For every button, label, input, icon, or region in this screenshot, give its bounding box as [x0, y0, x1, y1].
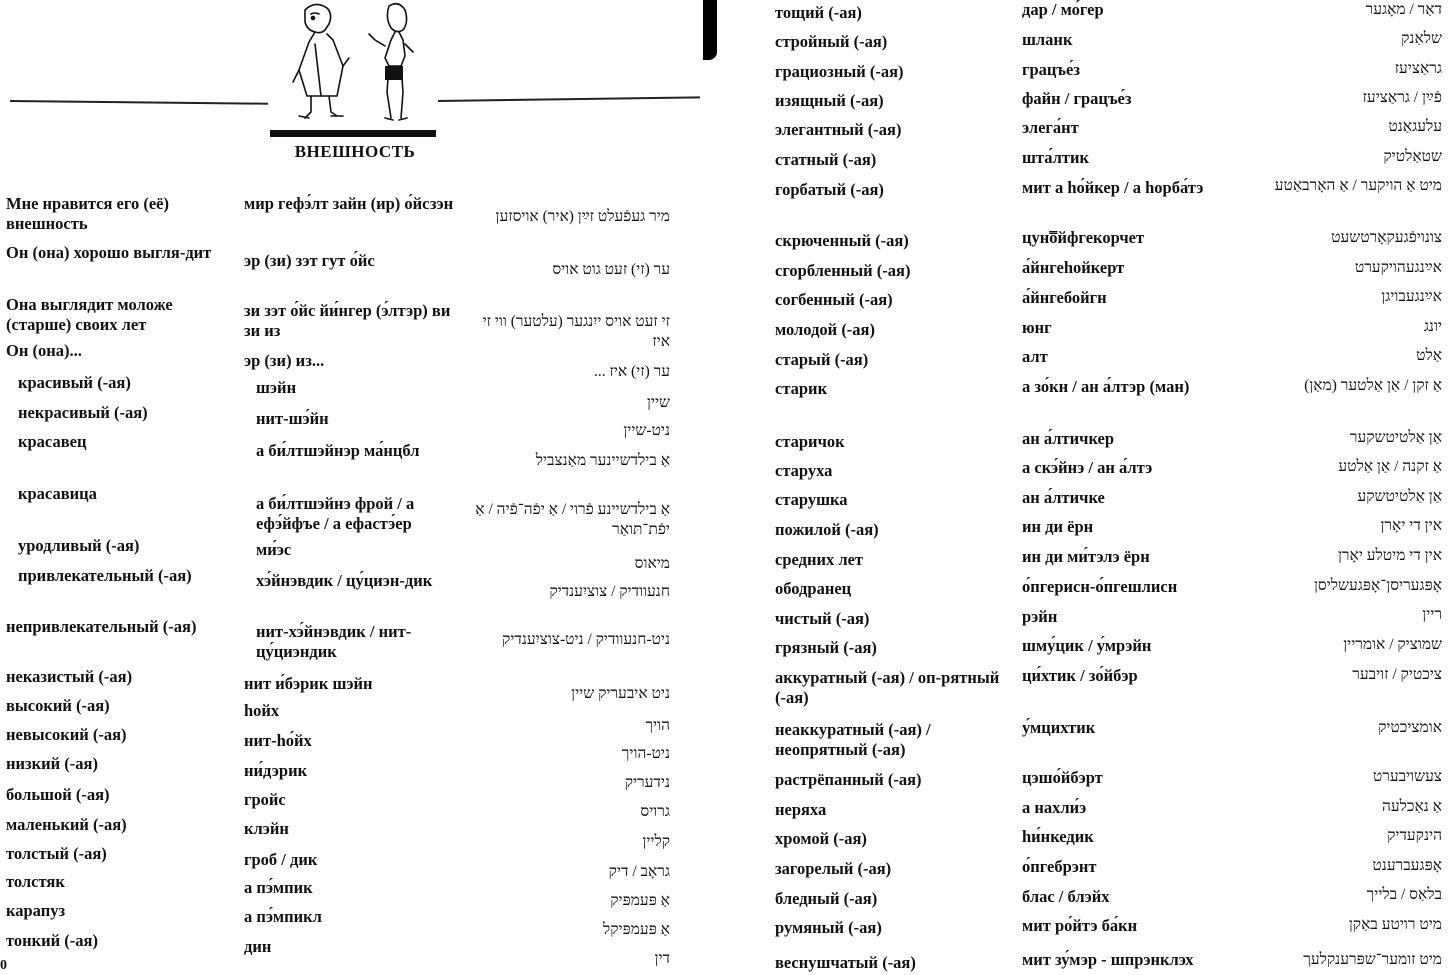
- transliteration: мит ро́йтэ ба́кн: [1022, 916, 1138, 935]
- yiddish-term: גראָב / דיק: [608, 863, 670, 880]
- yiddish-term: אַ זקנה / אַן אַלטע: [1338, 458, 1442, 475]
- yiddish-term: עלעגאַנט: [1388, 118, 1442, 135]
- yiddish-term: מיט אַ הויקער / אַ האָרבאַטע: [1274, 177, 1442, 194]
- heading-bar: [270, 130, 436, 137]
- yiddish-term: גראַציעז: [1394, 60, 1442, 77]
- transliteration: зи зэт о́йс йи́нгер (э́лтэр) ви зи из: [244, 301, 451, 340]
- russian-term: Он (она) хорошо выгля-дит: [6, 243, 212, 262]
- russian-term: старый (-ая): [775, 350, 869, 369]
- yiddish-term: מיר געפֿעלט זײַן (איר) אויסזען: [495, 208, 670, 225]
- yiddish-term: ניט-חנעוודיק / ניט-צוציִענדיק: [502, 631, 670, 648]
- yiddish-term: שיין: [646, 394, 670, 411]
- transliteration: гроб / дик: [244, 850, 318, 869]
- yiddish-term: זי זעט אויס ייִנגער (עלטער) ווי זי איז: [482, 313, 670, 350]
- yiddish-term: מיאוס: [634, 555, 670, 572]
- transliteration: о́пгебрэнт: [1022, 857, 1097, 876]
- transliteration: шму́цик / у́мрэйн: [1022, 636, 1152, 655]
- transliteration: юнг: [1022, 318, 1052, 337]
- russian-term: красивый (-ая): [18, 373, 131, 392]
- yiddish-term: מיט רויטע באַקן: [1348, 916, 1442, 933]
- russian-term: согбенный (-ая): [775, 290, 893, 309]
- transliteration: цунo̿йфгекорчет: [1022, 228, 1145, 247]
- russian-term: толстяк: [6, 872, 65, 891]
- transliteration: мит а hо́йкер / а hорба́тэ: [1022, 178, 1204, 197]
- transliteration: hи́нкедик: [1022, 827, 1094, 846]
- transliteration: а нахли́э: [1022, 798, 1087, 817]
- transliteration: файн / грацъе́з: [1022, 89, 1132, 108]
- transliteration: о́пгерисн-о́пгешлисн: [1022, 577, 1178, 596]
- yiddish-term: הינקעדיק: [1387, 827, 1442, 844]
- russian-term: красавица: [18, 484, 97, 503]
- transliteration: ан а́лтичкер: [1022, 429, 1115, 448]
- transliteration: а́йнгеhойкерт: [1022, 258, 1125, 277]
- yiddish-term: ניט-הויך: [621, 745, 670, 762]
- transliteration: а пэ́мпикл: [244, 907, 322, 926]
- russian-term: растрёпанный (-ая): [775, 770, 922, 789]
- transliteration: а́йнгебойгн: [1022, 288, 1107, 307]
- transliteration: дин: [244, 937, 272, 956]
- transliteration: ми́эс: [256, 540, 292, 559]
- binding-gutter: [703, 0, 717, 60]
- russian-term: средних лет: [775, 550, 864, 569]
- transliteration: а би́лтшэйнэ фрой / а ефэ́йфъе / а ефастэ́ер: [256, 494, 415, 533]
- russian-term: маленький (-ая): [6, 815, 127, 834]
- transliteration: грацъе́з: [1022, 60, 1080, 79]
- yiddish-term: שלאַנק: [1401, 30, 1442, 47]
- yiddish-term: אַ פּעמפּיק: [610, 892, 670, 909]
- yiddish-term: גרויס: [640, 803, 670, 820]
- yiddish-term: נידעריק: [624, 774, 670, 791]
- yiddish-term: אין די יאָרן: [1380, 517, 1442, 534]
- transliteration: мир гефэ́лт зайн (ир) о́йсзэн: [244, 194, 454, 213]
- transliteration: алт: [1022, 347, 1048, 366]
- russian-term: грациозный (-ая): [775, 62, 904, 81]
- transliteration: ин ди ёрн: [1022, 517, 1094, 536]
- transliteration: а скэ́йнэ / ан а́лтэ: [1022, 458, 1153, 477]
- transliteration: дар / мо́гер: [1022, 0, 1104, 19]
- russian-term: карапуз: [6, 901, 66, 920]
- yiddish-term: אַן אַלטיטשקע: [1357, 488, 1442, 505]
- transliteration: а пэ́мпик: [244, 878, 313, 897]
- yiddish-term: יונג: [1423, 318, 1442, 335]
- russian-term: сгорбленный (-ая): [775, 261, 911, 280]
- russian-term: Он (она)...: [6, 341, 82, 360]
- transliteration: клэйн: [244, 819, 289, 838]
- yiddish-term: דין: [654, 950, 670, 967]
- russian-term: привлекательный (-ая): [18, 566, 192, 585]
- russian-term: горбатый (-ая): [775, 180, 884, 199]
- transliteration: нит-шэ́йн: [256, 409, 329, 428]
- yiddish-term: ער (זי) זעט גוט אויס: [552, 261, 670, 278]
- yiddish-term: אַ פּעמפּיקל: [603, 921, 670, 938]
- russian-term: невысокий (-ая): [6, 725, 127, 744]
- yiddish-term: אײַנגעבויגן: [1381, 288, 1442, 305]
- russian-term: пожилой (-ая): [775, 520, 879, 539]
- yiddish-term: ניט-שיין: [623, 422, 670, 439]
- yiddish-term: אַ נאַכלעה: [1381, 798, 1442, 815]
- yiddish-term: שטאַלטיק: [1383, 148, 1442, 165]
- transliteration: нит-hо́йх: [244, 731, 312, 750]
- russian-term: элегантный (-ая): [775, 120, 902, 139]
- transliteration: ни́дэрик: [244, 761, 308, 780]
- yiddish-term: הויך: [645, 717, 670, 734]
- yiddish-term: אַ בילדשיינער מאַנצביל: [535, 452, 670, 469]
- page-number: 0: [0, 958, 7, 973]
- divider-line: [10, 100, 268, 105]
- transliteration: нит-хэ́йнэвдик / нит-цу́циэндик: [256, 622, 412, 661]
- yiddish-term: אָפּגעברענט: [1372, 857, 1442, 874]
- russian-term: неказистый (-ая): [6, 667, 133, 686]
- left-page: [0, 0, 705, 975]
- russian-term: высокий (-ая): [6, 696, 110, 715]
- transliteration: шланк: [1022, 30, 1073, 49]
- yiddish-term: אומציכטיק: [1378, 719, 1442, 736]
- section-heading: ВНЕШНОСТЬ: [294, 142, 416, 161]
- russian-term: румяный (-ая): [775, 918, 882, 937]
- russian-term: статный (-ая): [775, 150, 877, 169]
- russian-term: изящный (-ая): [775, 91, 884, 110]
- transliteration: хэ́йнэвдик / цу́циэн-дик: [256, 571, 433, 590]
- transliteration: у́мцихтик: [1022, 718, 1096, 737]
- russian-term: неряха: [775, 800, 827, 819]
- transliteration: гройс: [244, 790, 286, 809]
- russian-term: старуха: [775, 461, 833, 480]
- russian-term: скрюченный (-ая): [775, 231, 909, 250]
- transliteration: ан а́лтичке: [1022, 488, 1105, 507]
- divider-line: [438, 96, 700, 102]
- russian-term: веснушчатый (-ая): [775, 953, 916, 972]
- russian-term: тонкий (-ая): [6, 931, 98, 950]
- yiddish-term: ריין: [1422, 606, 1442, 623]
- transliteration: рэйн: [1022, 607, 1058, 626]
- russian-term: аккуратный (-ая) / оп-рятный (-ая): [775, 668, 1000, 707]
- transliteration: шэйн: [256, 378, 297, 397]
- russian-term: непривлекательный (-ая): [6, 617, 197, 636]
- yiddish-term: אַ זקן / אַן אַלטער (מאַן): [1304, 377, 1442, 394]
- right-page: [735, 0, 1452, 975]
- doctor-and-woman-illustration: [285, 0, 425, 126]
- transliteration: эр (зи) из...: [244, 351, 325, 370]
- russian-term: старушка: [775, 490, 848, 509]
- yiddish-term: צעשויבערט: [1372, 768, 1442, 785]
- transliteration: цэшо́йбэрт: [1022, 768, 1103, 787]
- russian-term: старик: [775, 379, 828, 398]
- transliteration: а би́лтшэйнэр ма́нцбл: [256, 441, 420, 460]
- yiddish-term: אײַנגעהויקערט: [1354, 259, 1442, 276]
- russian-term: ободранец: [775, 579, 852, 598]
- yiddish-term: ציכטיק / זויבער: [1352, 666, 1442, 683]
- transliteration: а зо́кн / ан а́лтэр (ман): [1022, 377, 1190, 396]
- russian-term: бледный (-ая): [775, 889, 878, 908]
- russian-term: неаккуратный (-ая) / неопрятный (-ая): [775, 720, 931, 759]
- transliteration: ин ди ми́тэлэ ёрн: [1022, 547, 1150, 566]
- russian-term: старичок: [775, 432, 845, 451]
- yiddish-term: בלאַס / בלייך: [1366, 886, 1442, 903]
- transliteration: элега́нт: [1022, 118, 1079, 137]
- russian-term: тощий (-ая): [775, 3, 862, 22]
- yiddish-term: ער (זי) איז ...: [593, 363, 670, 380]
- russian-term: низкий (-ая): [6, 754, 98, 773]
- russian-term: грязный (-ая): [775, 638, 877, 657]
- russian-term: некрасивый (-ая): [18, 403, 148, 422]
- russian-term: загорелый (-ая): [775, 859, 892, 878]
- russian-term: уродливый (-ая): [18, 536, 140, 555]
- transliteration: мит зу́мэр - шпрэнклэх: [1022, 950, 1194, 969]
- yiddish-term: אַן אַלטיטשקער: [1349, 429, 1442, 446]
- russian-term: красавец: [18, 432, 87, 451]
- yiddish-term: פֿײַן / גראַציעז: [1362, 89, 1442, 106]
- transliteration: нит и́бэрик шэйн: [244, 674, 373, 693]
- yiddish-term: מיט זומער־שפּרענקלעך: [1303, 951, 1442, 968]
- transliteration: эр (зи) зэт гут о́йс: [244, 251, 375, 270]
- russian-term: толстый (-ая): [6, 844, 107, 863]
- yiddish-term: אַ בילדשיינע פֿרוי / אַ יפֿה־פֿיה / אַ יפֿת־תּואַר: [475, 501, 670, 538]
- transliteration: блас / блэйх: [1022, 887, 1110, 906]
- yiddish-term: ניט איבעריק שיין: [571, 685, 670, 702]
- russian-term: Она выглядит моложе (старше) своих лет: [6, 295, 173, 334]
- yiddish-term: חנעוודיק / צוציִענדיק: [549, 583, 670, 600]
- yiddish-term: שמוציק / אומריין: [1343, 636, 1442, 653]
- russian-term: молодой (-ая): [775, 320, 875, 339]
- russian-term: стройный (-ая): [775, 32, 888, 51]
- transliteration: шта́лтик: [1022, 148, 1090, 167]
- yiddish-term: קליין: [642, 833, 670, 850]
- yiddish-term: אָפּגעריסן־אָפּגעשליסן: [1313, 577, 1442, 594]
- yiddish-term: אין די מיטלע יאָרן: [1337, 547, 1442, 564]
- russian-term: большой (-ая): [6, 785, 110, 804]
- russian-term: хромой (-ая): [775, 829, 867, 848]
- yiddish-term: צונויפֿגעקאָרטשעט: [1331, 229, 1442, 246]
- transliteration: ци́хтик / зо́йбэр: [1022, 666, 1138, 685]
- transliteration: hойх: [244, 701, 280, 720]
- russian-term: Мне нравится его (её) внешность: [6, 194, 169, 233]
- yiddish-term: אַלט: [1416, 347, 1442, 364]
- russian-term: чистый (-ая): [775, 609, 870, 628]
- yiddish-term: דאַר / מאָגער: [1365, 1, 1442, 18]
